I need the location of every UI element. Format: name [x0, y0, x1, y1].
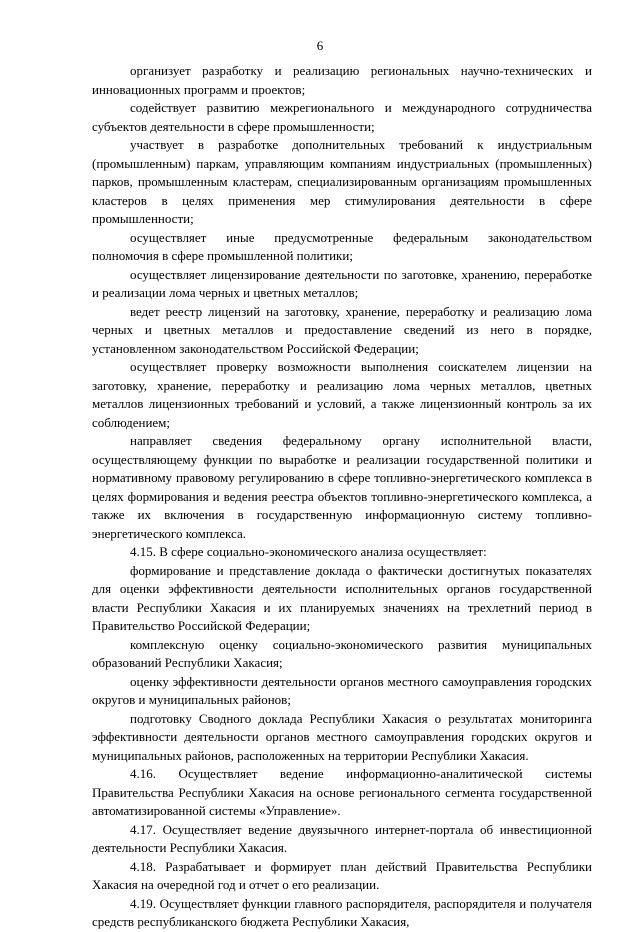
paragraph: осуществляет лицензирование деятельности по заготовке, хранению, переработке и реализации лома черных и цветных металлов; [92, 266, 592, 300]
page-number: 6 [316, 38, 324, 53]
paragraph: содействует развитию межрегионального и международного сотрудничества субъектов деятельности в сфере промышленности; [92, 100, 592, 134]
clause-4-18: 4.18. Разрабатывает и формирует план действий Правительства Республики Хакасия на очередной год и отчет о его реализации. [92, 858, 592, 892]
section-heading-4-15: 4.15. В сфере социально-экономического анализа осуществляет: [130, 544, 487, 559]
paragraph: формирование и представление доклада о фактически достигнутых показателях для оценки эффективности деятельности исполнительных органов государственной власти Республики Хакасия и их планируемых значениях на трехлетний период в Правительство Российской Федерации; [92, 562, 592, 633]
paragraph: комплексную оценку социально-экономического развития муниципальных образований Республики Хакасия; [92, 636, 592, 670]
paragraph: участвует в разработке дополнительных требований к индустриальным (промышленным) паркам, управляющим компаниям индустриальных (промышленных) парков, промышленным кластерам, специализированным организациям промышленных кластеров в целях применения мер стимулирования деятельности в сфере промышленности; [92, 137, 592, 226]
document-body [92, 62, 592, 932]
paragraph: осуществляет иные предусмотренные федеральным законодательством полномочия в сфере промышленной политики; [92, 229, 592, 263]
paragraph: осуществляет проверку возможности выполнения соискателем лицензии на заготовку, хранение, переработку и реализацию лома черных металлов, цветных металлов лицензионных требований и условий, а также лицензионный контроль за их соблюдением; [92, 359, 592, 430]
clause-4-16: 4.16. Осуществляет ведение информационно-аналитической системы Правительства Республики Хакасия на основе регионального сегмента государственной автоматизированной системы «Управление». [92, 766, 592, 818]
clause-4-17: 4.17. Осуществляет ведение двуязычного интернет-портала об инвестиционной деятельности Республики Хакасия. [92, 821, 592, 855]
clause-4-19: 4.19. Осуществляет функции главного распорядителя, распорядителя и получателя средств республиканского бюджета Республики Хакасия, [92, 895, 592, 929]
paragraph: ведет реестр лицензий на заготовку, хранение, переработку и реализацию лома черных и цветных металлов и предоставление сведений из него в порядке, установленном законодательством Российской Федерации; [92, 303, 592, 356]
paragraph: оценку эффективности деятельности органов местного самоуправления городских округов и муниципальных районов; [92, 673, 592, 707]
paragraph: организует разработку и реализацию региональных научно-технических и инновационных программ и проектов; [92, 63, 592, 97]
paragraph: подготовку Сводного доклада Республики Хакасия о результатах мониторинга эффективности деятельности органов местного самоуправления городских округов и муниципальных районов, расположенных на территории Республики Хакасия. [92, 710, 592, 763]
paragraph: направляет сведения федеральному органу исполнительной власти, осуществляющему функции по выработке и реализации государственной политики и нормативному правовому регулированию в сфере топливно-энергетического комплекса в целях формирования и ведения реестра объектов топливно-энергетического комплекса, а также их включения в государственную информационную систему топливно-энергетического комплекса. [92, 433, 592, 541]
